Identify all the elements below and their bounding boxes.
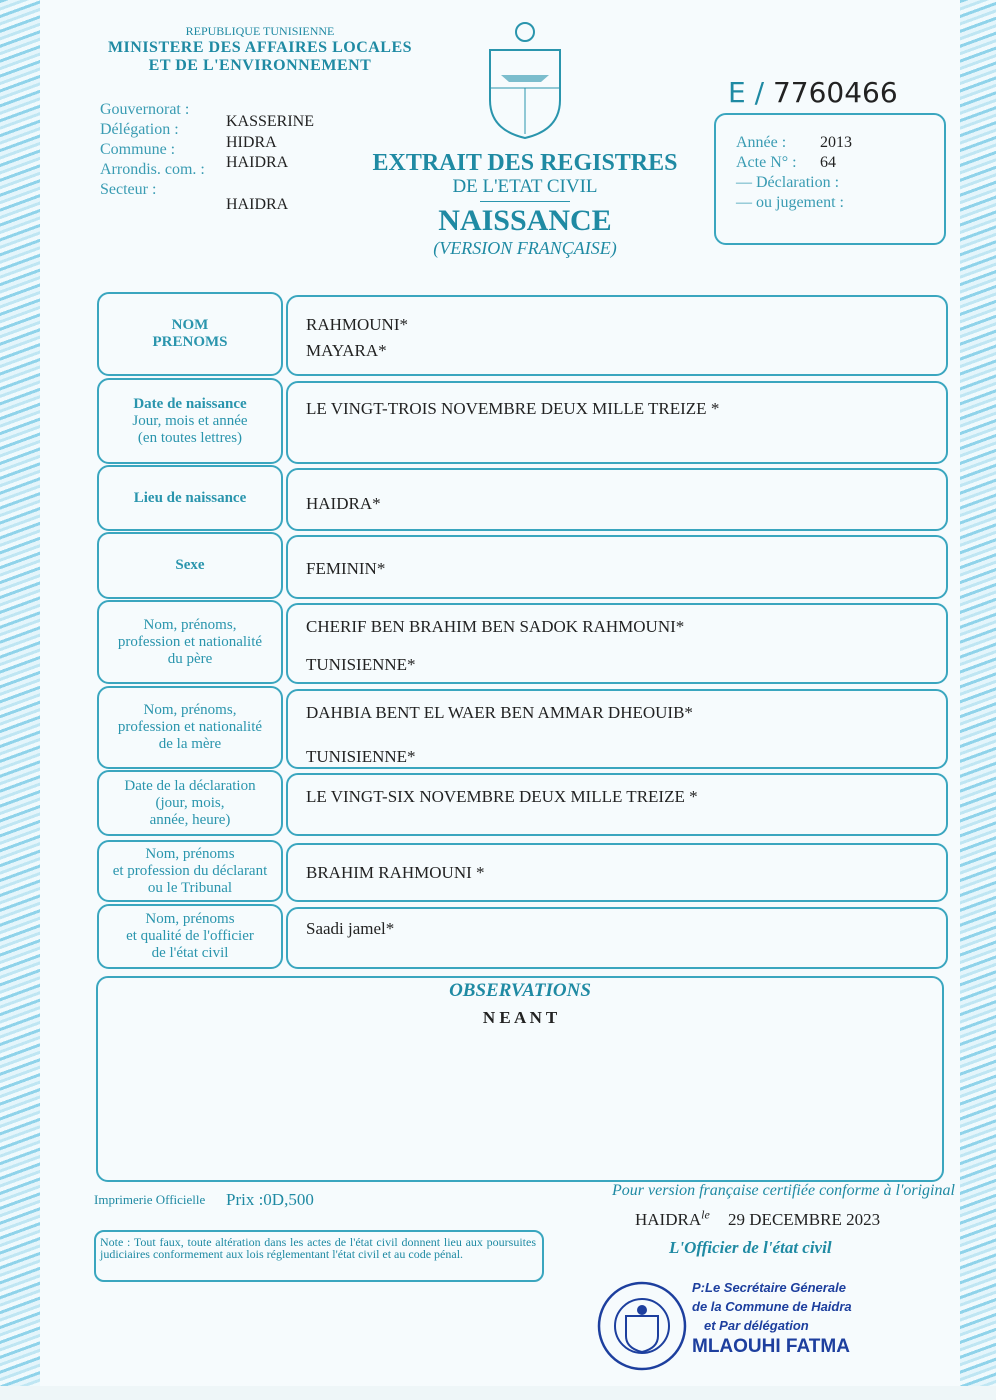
location-values [226,112,314,215]
field-value-text: RAHMOUNI* [306,315,408,334]
field-value [286,295,948,376]
page-bottom [0,1386,996,1400]
issue-place-date [635,1207,881,1230]
label: Commune : [100,141,176,158]
decorative-border-left [0,0,40,1400]
field-value [286,907,948,969]
annee-label: Année : [736,134,787,151]
serial-value: 7760466 [772,76,898,109]
sig-line: et Par délégation [704,1318,809,1333]
field-value-text: LE VINGT-TROIS NOVEMBRE DEUX MILLE TREIZE * [306,399,720,418]
decorative-border-right [960,0,996,1400]
title-sub: DE L'ETAT CIVIL [452,176,598,197]
annee-value: 2013 [820,134,852,151]
value: HIDRA [226,133,277,151]
title-version: (VERSION FRANÇAISE) [433,238,617,258]
certified-text: Pour version française certifiée conforme à l'original [612,1182,955,1199]
field-label [97,840,283,902]
republic: REPUBLIQUE TUNISIENNE [185,24,335,38]
field-value [286,773,948,836]
printer: Imprimerie Officielle [94,1192,206,1207]
field-label-text: Nom, prénoms, profession et nationalité de la mère [117,702,263,752]
field-value [286,535,948,599]
issuer-header [100,24,420,75]
jugement-label: — ou jugement : [736,194,844,211]
field-label-text: Date de naissance [133,395,247,412]
issue-date: 29 DECEMBRE 2023 [728,1210,881,1229]
field-value-text: FEMININ* [306,559,386,578]
title: EXTRAIT DES REGISTRES [372,150,678,176]
field-value [286,689,948,769]
serial-number [728,76,898,109]
field-value-text: LE VINGT-SIX NOVEMBRE DEUX MILLE TREIZE * [306,787,698,806]
observations-value: N E A N T [482,1008,558,1027]
field-value-text: CHERIF BEN BRAHIM BEN SADOK RAHMOUNI* [306,617,685,636]
sig-line: de la Commune de Haidra [692,1299,852,1314]
acte-label: Acte N° : [736,154,797,171]
serial-prefix: E / [728,76,765,109]
value: KASSERINE [226,113,315,130]
value: HAIDRA [226,195,289,213]
ministry: MINISTERE DES AFFAIRES LOCALES [107,39,413,56]
field-label [97,465,283,531]
field-label [97,904,283,969]
ministry-2: ET DE L'ENVIRONNEMENT [148,57,372,74]
field-label-text: Lieu de naissance [133,489,247,506]
field-value-text: DAHBIA BENT EL WAER BEN AMMAR DHEOUIB* [306,703,693,722]
label: Délégation : [100,121,179,138]
location-labels [100,100,205,200]
field-value [286,843,948,902]
label: Gouvernorat : [100,101,190,118]
field-value-text: BRAHIM RAHMOUNI * [306,863,485,882]
field-value-text: Saadi jamel* [306,919,395,938]
field-label [97,292,283,376]
field-label [97,378,283,464]
note-text: Note : Tout faux, toute altération dans les actes de l'état civil donnent lieu aux poursuites judiciaires conformement aux lois réglementant l'état civil et au code pénal. [100,1235,536,1261]
issue-place: HAIDRA [635,1210,702,1229]
document-title [350,150,700,259]
field-label-text: Nom, prénoms et profession du déclarant ou le Tribunal [112,845,268,896]
title-naissance: NAISSANCE [438,204,612,237]
le: le [701,1207,710,1222]
label: Arrondis. com. : [100,161,205,178]
act-box [714,113,946,245]
sig-line: P:Le Secrétaire Génerale [692,1280,846,1295]
declaration-label: — Déclaration : [736,174,840,191]
value: HAIDRA [226,154,289,171]
field-value [286,603,948,684]
label: Secteur : [100,181,157,198]
observations-box [96,976,944,1182]
field-label-text: Nom, prénoms, profession et nationalité du père [117,616,263,667]
field-label-text: Nom, prénoms et qualité de l'officier de l'état civil [126,911,254,961]
acte-value: 64 [820,154,836,171]
legal-note [94,1230,544,1282]
field-value-text: HAIDRA* [306,494,381,513]
field-value-text: TUNISIENNE* [306,655,416,674]
field-label [97,770,283,836]
field-label-text: Sexe [175,557,205,573]
price: Prix :0D,500 [226,1190,314,1209]
official-seal-stamp [596,1280,688,1372]
field-label [97,686,283,769]
field-label-text: Date de la déclaration (jour, mois, année, heure) [124,777,256,828]
field-label [97,532,283,599]
coat-of-arms-emblem [486,20,564,140]
field-value [286,381,948,464]
observations-title: OBSERVATIONS [449,980,591,1001]
field-label [97,600,283,684]
signatory-name: MLAOUHI FATMA [692,1336,850,1357]
officer-title: L'Officier de l'état civil [669,1238,832,1257]
field-value [286,468,948,531]
signature-block [692,1278,852,1356]
field-value-text: TUNISIENNE* [306,747,416,766]
field-label-text: NOM PRENOMS [152,317,228,350]
field-label-sub: Jour, mois et année (en toutes lettres) [132,412,248,446]
field-value-text: MAYARA* [306,341,387,360]
